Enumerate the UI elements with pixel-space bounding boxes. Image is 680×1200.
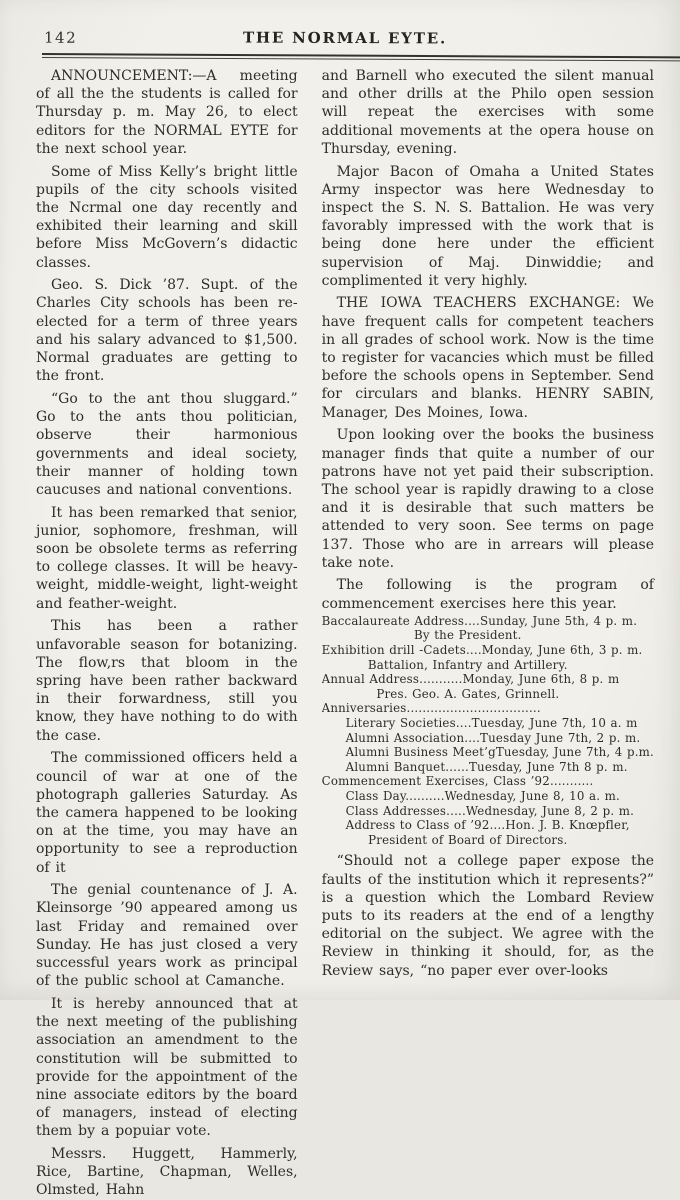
program-line-board-president: President of Board of Directors.	[368, 832, 568, 847]
paragraph-amendment: It is hereby announced that at the next meeting of the publishing association an amendment to the constitution will be submitted to provide for the appointment of the nine associate editors by the board of managers, instead of electing them by a popuiar vote.	[36, 995, 298, 1140]
paragraph-major-bacon: Major Bacon of Omaha a United States Army inspector was here Wednesday to inspect the S. N. S. Battalion. He was very favorably impressed with the work that is being done here under the efficient supervision of Maj. Dinwiddie; and complimented it very highly.	[321, 163, 654, 289]
paragraph-botanizing: This has been a rather unfavorable season for botanizing. The flow,rs that bloom in the spring have been rather backward in their forwardness, still you know, they have nothing to do with the case.	[36, 618, 298, 744]
paragraph-kleinsorge: The genial countenance of J. A. Kleinsorge ’90 appeared among us last Friday and remained over Sunday. He has just closed a very successful years work as principal of the public school at Camanche.	[36, 882, 298, 990]
program-line-pres-gates: Pres. Geo. A. Gates, Grinnell.	[376, 686, 560, 701]
left-column	[36, 67, 298, 1200]
paragraph-teachers-exchange: THE IOWA TEACHERS EXCHANGE: We have frequent calls for competent teachers in all grades of school work. Now is the time to register for vacancies which must be filled before the schools opens in September. Send for circulars and blanks. HENRY SABIN, Manager, Des Moines, Iowa.	[321, 295, 654, 421]
paragraph-kelly-pupils: Some of Miss Kelly’s bright little pupils of the city schools visited the Ncrmal one day recently and exhibited their learning and skill before Miss McGovern’s didactic classes.	[36, 163, 298, 271]
program-line-address-to-class: Address to Class of ’92....Hon. J. B. Knœpfler,	[345, 818, 630, 833]
program-line-anniversaries: Anniversaries..................................	[321, 701, 541, 716]
program-line-baccalaureate: Baccalaureate Address....Sunday, June 5th, 4 p. m.	[321, 613, 638, 628]
program-line-alumni-banquet: Alumni Banquet......Tuesday, June 7th 8 p. m.	[345, 759, 628, 774]
paragraph-officers: The commissioned officers held a council of war at one of the photograph galleries Saturday. As the camera happened to be looking on at the time, you may have an opportunity to see a reproduction of it	[36, 750, 298, 876]
commencement-program	[322, 614, 654, 848]
program-line-alumni-business: Alumni Business Meet’gTuesday, June 7th, 4 p.m.	[345, 745, 654, 760]
paragraph-class-terms: It has been remarked that senior, junior, sophomore, freshman, will soon be obsolete terms as referring to college classes. It will be heavy-weight, middle-weight, light-weight and feather-weight.	[36, 504, 298, 612]
program-line-literary-societies: Literary Societies....Tuesday, June 7th, 10 a. m	[345, 716, 638, 731]
paragraph-announcement: ANNOUNCEMENT:—A meeting of all the the students is called for Thursday p. m. May 26, to elect editors for the NORMAL EYTE for the next school year.	[36, 68, 298, 157]
page-header	[36, 25, 654, 52]
paragraph-geo-dick: Geo. S. Dick ’87. Supt. of the Charles City schools has been re-elected for a term of three years and his salary advanced to $1,500. Normal graduates are getting to the front.	[36, 277, 298, 385]
right-column	[322, 67, 654, 1200]
program-line-by-president: By the President.	[414, 628, 522, 643]
program-line-alumni-association: Alumni Association....Tuesday June 7th, 2 p. m.	[345, 730, 641, 745]
header-rule	[42, 53, 680, 61]
program-line-annual-address: Annual Address...........Monday, June 6th, 8 p. m	[321, 672, 620, 687]
paragraph-subscriptions: Upon looking over the books the business manager finds that quite a number of our patrons have not yet paid their subscription. The school year is rapidly drawing to a close and it is desirable that such matters be attended to very soon. See terms on page 137. Those who are in arrears will please take note.	[321, 427, 654, 571]
paragraph-lombard-review: “Should not a college paper expose the faults of the institution which it represents?” is a question which the Lombard Review puts to its readers at the end of a lengthy editorial on the subject. We agree with the Review in thinking it should, for, as the Review says, “no paper ever over-looks	[321, 853, 654, 979]
paragraph-messrs: Messrs. Huggett, Hammerly, Rice, Bartine, Chapman, Welles, Olmsted, Hahn	[36, 1146, 298, 1199]
paragraph-barnell: and Barnell who executed the silent manual and other drills at the Philo open session will repeat the exercises with some additional movements at the opera house on Thursday, evening.	[321, 68, 654, 157]
program-line-battalion: Battalion, Infantry and Artillery.	[367, 657, 568, 672]
program-line-exhibition-drill: Exhibition drill -Cadets....Monday, June 6th, 3 p. m.	[321, 643, 643, 658]
masthead-title: THE NORMAL EYTE.	[242, 28, 448, 48]
program-line-class-addresses: Class Addresses.....Wednesday, June 8, 2 p. m.	[345, 803, 635, 818]
program-line-commencement-exercises: Commencement Exercises, Class ’92...........	[321, 774, 594, 789]
page-number: 142	[43, 28, 78, 47]
program-line-class-day: Class Day..........Wednesday, June 8, 10 a. m.	[345, 789, 620, 804]
two-column-body	[36, 67, 654, 1200]
paragraph-ant-sluggard: “Go to the ant thou sluggard.” Go to the ants thou politician, observe their harmonious governments and ideal society, their manner of holding town caucuses and national conventions.	[36, 390, 298, 498]
program-intro-paragraph: The following is the program of commencement exercises here this year.	[321, 577, 654, 612]
